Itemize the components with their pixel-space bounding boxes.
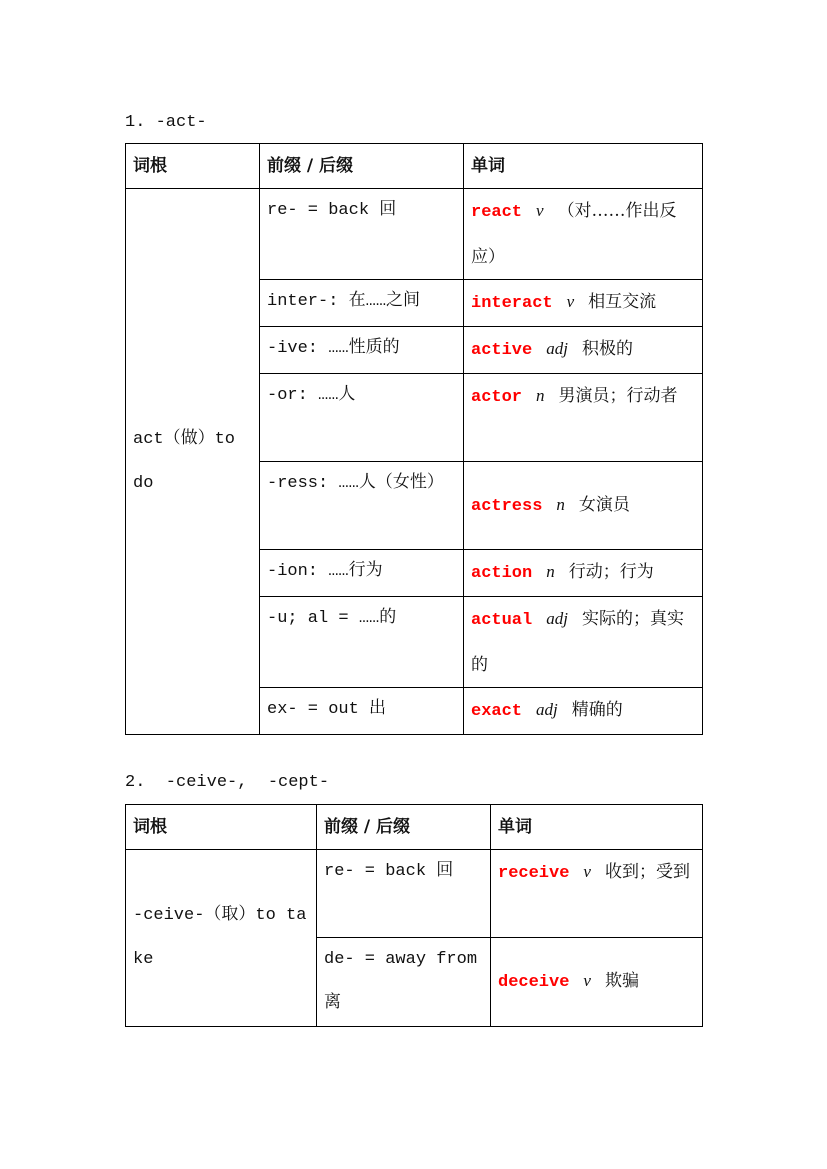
meaning: 精确的: [571, 700, 623, 720]
header-word: 单词: [464, 144, 703, 189]
meaning: 男演员；行动者: [558, 386, 678, 406]
header-word: 单词: [491, 805, 703, 850]
word: actor: [471, 388, 523, 407]
affix-cell: de- = away from 离: [317, 938, 491, 1027]
part-of-speech: v: [536, 201, 544, 220]
word: receive: [498, 864, 570, 883]
header-row: [126, 144, 703, 189]
affix-cell: -ive: ……性质的: [260, 327, 464, 374]
part-of-speech: adj: [536, 700, 558, 719]
word-cell: [464, 462, 703, 550]
meaning: （对……作出反应）: [471, 201, 677, 267]
part-of-speech: adj: [546, 339, 568, 358]
affix-cell: -ion: ……行为: [260, 550, 464, 597]
header-affix: 前缀 / 后缀: [260, 144, 464, 189]
affix-cell: re- = back 回: [260, 189, 464, 280]
word: exact: [471, 702, 523, 721]
part-of-speech: v: [583, 862, 591, 881]
meaning: 实际的；真实的: [471, 609, 684, 675]
affix-cell: -ress: ……人（女性）: [260, 462, 464, 550]
part-of-speech: v: [583, 971, 591, 990]
word: action: [471, 564, 533, 583]
root-cell: -ceive-（取）to take: [126, 850, 317, 1027]
part-of-speech: n: [546, 562, 555, 581]
word-cell: [464, 327, 703, 374]
header-root: 词根: [126, 805, 317, 850]
affix-cell: re- = back 回: [317, 850, 491, 938]
section-title: 1. -act-: [125, 113, 207, 132]
affix-cell: -or: ……人: [260, 374, 464, 462]
vocab-table: [125, 143, 703, 735]
meaning: 积极的: [581, 339, 633, 359]
section-title: 2. -ceive-, -cept-: [125, 773, 330, 792]
part-of-speech: v: [566, 292, 575, 311]
word-cell: [464, 280, 703, 327]
table-row: [126, 850, 703, 938]
header-root: 词根: [126, 144, 260, 189]
word-cell: [491, 938, 703, 1027]
part-of-speech: n: [556, 494, 565, 514]
meaning: 收到；受到: [604, 862, 690, 882]
word: deceive: [498, 973, 570, 992]
word: actress: [471, 496, 543, 516]
word: actual: [471, 611, 533, 630]
word-cell: [464, 550, 703, 597]
word-cell: [491, 850, 703, 938]
word: interact: [471, 294, 553, 313]
affix-cell: inter-: 在……之间: [260, 280, 464, 327]
word-cell: [464, 189, 703, 280]
word-cell: [464, 374, 703, 462]
root-cell: act（做）to do: [126, 189, 260, 735]
table-row: [126, 189, 703, 280]
meaning: 欺骗: [604, 971, 639, 991]
part-of-speech: adj: [546, 609, 568, 628]
word: active: [471, 341, 533, 360]
header-row: [126, 805, 703, 850]
meaning: 相互交流: [588, 292, 657, 312]
word-cell: [464, 688, 703, 735]
vocab-table: [125, 804, 703, 1027]
header-affix: 前缀 / 后缀: [317, 805, 491, 850]
word: react: [471, 203, 523, 222]
affix-cell: -u; al = ……的: [260, 597, 464, 688]
affix-cell: ex- = out 出: [260, 688, 464, 735]
word-cell: [464, 597, 703, 688]
meaning: 女演员: [578, 494, 630, 515]
meaning: 行动；行为: [568, 562, 654, 582]
part-of-speech: n: [536, 386, 545, 405]
